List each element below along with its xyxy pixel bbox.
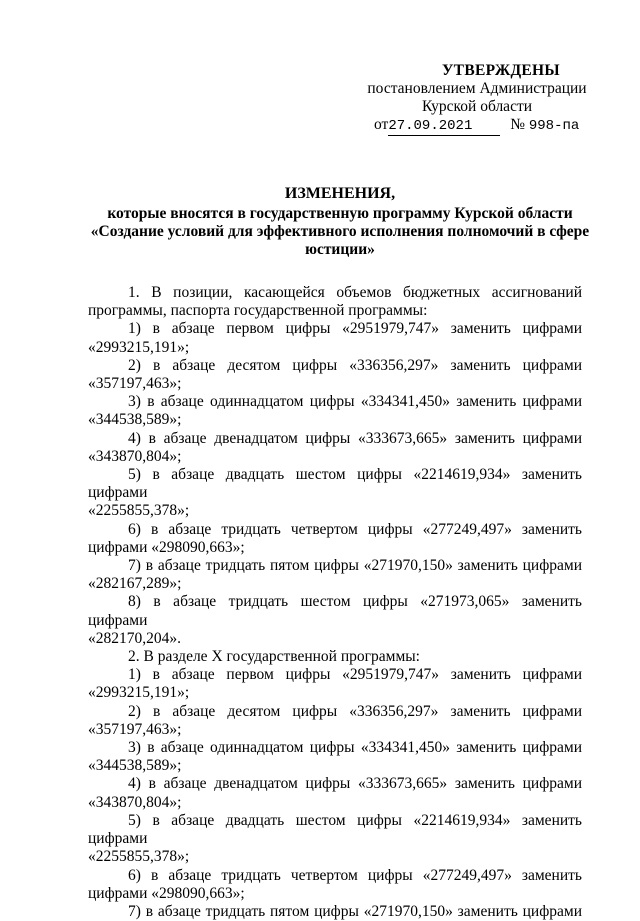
- heading-title: ИЗМЕНЕНИЯ,: [284, 185, 396, 202]
- paragraph-lead: 1) в абзаце первом цифры «2951979,747» заменить цифрами: [128, 320, 582, 338]
- paragraph-lead: 7) в абзаце тридцать пятом цифры «271970,150» заменить цифрами: [128, 557, 582, 575]
- paragraph-lead: 3) в абзаце одиннадцатом цифры «334341,450» заменить цифрами: [128, 393, 582, 411]
- number-value: 998-па: [528, 118, 580, 134]
- document-heading: [60, 185, 620, 259]
- paragraph-lead: 6) в абзаце тридцать четвертом цифры «277249,497» заменить: [128, 866, 582, 884]
- date-value: 27.09.2021: [388, 118, 473, 134]
- paragraph-lead: 3) в абзаце одиннадцатом цифры «334341,450» заменить цифрами: [128, 739, 582, 757]
- paragraph-lead: 4) в абзаце двенадцатом цифры «333673,665» заменить цифрами: [128, 775, 582, 793]
- paragraph-lead: 1) в абзаце первом цифры «2951979,747» заменить цифрами: [128, 666, 582, 684]
- paragraph-continuation: «282167,289»;: [88, 575, 182, 593]
- paragraph-continuation: «343870,804»;: [88, 793, 182, 811]
- heading-line-2: «Создание условий для эффективного исполнения полномочий в сфере юстиции»: [90, 223, 590, 258]
- heading-line-1: которые вносятся в государственную программу Курской области: [107, 205, 573, 222]
- paragraph-lead: 7) в абзаце тридцать пятом цифры «271970,150» заменить цифрами: [128, 902, 582, 920]
- paragraph-continuation: «357197,463»;: [88, 375, 182, 393]
- paragraph-lead: 2) в абзаце десятом цифры «336356,297» заменить цифрами: [128, 356, 582, 374]
- paragraph-continuation: «357197,463»;: [88, 720, 182, 738]
- document-body: [88, 284, 582, 921]
- paragraph-continuation: «2255855,378»;: [88, 502, 190, 520]
- paragraph-lead: 2. В разделе X государственной программы:: [128, 648, 420, 666]
- paragraph-lead: 5) в абзаце двадцать шестом цифры «2214619,934» заменить цифрами: [88, 466, 582, 502]
- paragraph-lead: 1. В позиции, касающейся объемов бюджетных ассигнований: [128, 284, 582, 301]
- paragraph-lead: 5) в абзаце двадцать шестом цифры «2214619,934» заменить цифрами: [88, 811, 582, 848]
- paragraph-lead: 4) в абзаце двенадцатом цифры «333673,665» заменить цифрами: [128, 429, 582, 447]
- paragraph-lead: 2) в абзаце десятом цифры «336356,297» заменить цифрами: [128, 702, 582, 720]
- date-prefix: от: [374, 116, 389, 133]
- approval-line-1: постановлением Администрации: [367, 80, 587, 97]
- paragraph-continuation: «282170,204».: [88, 629, 181, 647]
- paragraph-continuation: «343870,804»;: [88, 447, 182, 465]
- approval-date-line: [362, 116, 592, 136]
- paragraph-continuation: «2255855,378»;: [88, 848, 190, 866]
- paragraph-continuation: «344538,589»;: [88, 411, 182, 429]
- paragraph-continuation: цифрами «298090,663»;: [88, 884, 245, 902]
- approval-block: [362, 62, 592, 136]
- paragraph-continuation: цифрами «298090,663»;: [88, 538, 245, 556]
- approval-title: УТВЕРЖДЕНЫ: [442, 62, 560, 79]
- date-field: [388, 116, 500, 136]
- paragraph-continuation: программы, паспорта государственной программы:: [88, 302, 428, 320]
- paragraph-continuation: «344538,589»;: [88, 757, 182, 775]
- paragraph-lead: 6) в абзаце тридцать четвертом цифры «277249,497» заменить: [128, 520, 582, 538]
- paragraph-continuation: «2993215,191»;: [88, 684, 190, 702]
- approval-line-2: Курской области: [421, 98, 533, 115]
- paragraph-continuation: «2993215,191»;: [88, 338, 190, 356]
- paragraph-lead: 8) в абзаце тридцать шестом цифры «271973,065» заменить цифрами: [88, 593, 582, 629]
- number-sign: №: [510, 116, 525, 133]
